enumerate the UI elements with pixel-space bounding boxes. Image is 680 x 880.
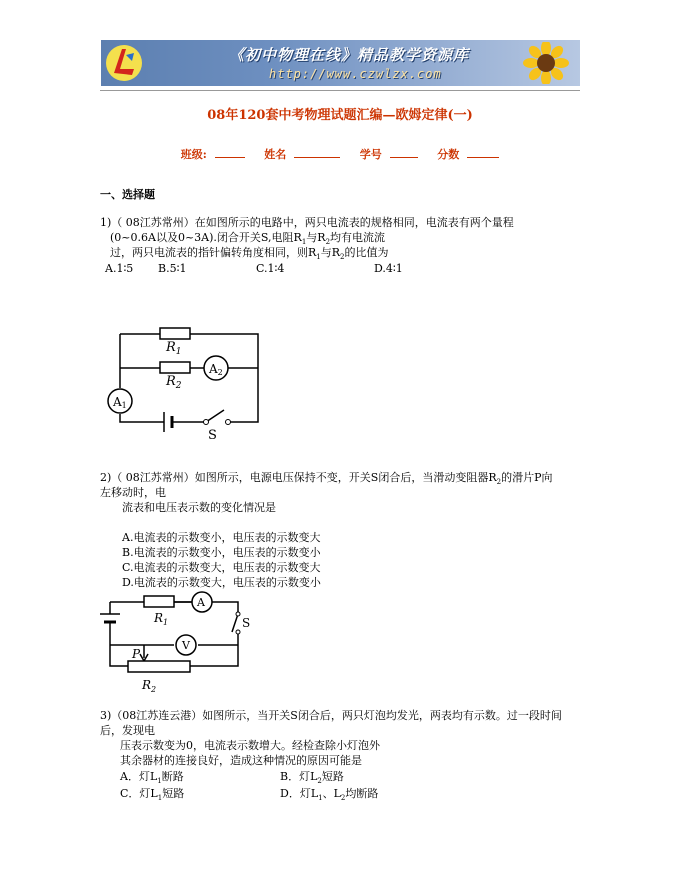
q2-option-a: A.电流表的示数变小，电压表的示数变大: [122, 531, 321, 544]
svg-text:R1: $R_1$: [166, 340, 182, 357]
q2-line3: 流表和电压表示数的变化情况是: [122, 501, 276, 514]
switch-label: S: [208, 428, 217, 443]
switch-s: [232, 614, 238, 632]
switch-label: S: [242, 616, 251, 630]
svg-text:A: A: [197, 596, 205, 609]
q3-line3: 压表示数变为0，电流表示数增大。经检查除小灯泡外: [120, 739, 380, 752]
q3-option-b: B．灯$L_2$短路: [280, 770, 344, 786]
svg-text:R2: $R_2$: [142, 678, 157, 694]
q1-line2: (0~0.6A以及0~3A).闭合开关S,电阻$R_1$与$R_2$均有电流流: [110, 231, 386, 247]
sunflower-icon: [514, 42, 574, 84]
q2-line1: 2)（ 08江苏常州）如图所示，电源电压保持不变，开关S闭合后，当滑动变阻器$R_2$的滑片P向: [100, 471, 553, 487]
q3-line2: 后，发现电: [100, 724, 155, 737]
switch-s: [206, 410, 224, 422]
svg-text:V: V: [182, 639, 190, 652]
section-heading: 一、选择题: [100, 188, 155, 201]
svg-text:A2: A2: [209, 362, 223, 377]
q1-option-a: A.1∶5: [105, 262, 134, 275]
banner-title: 《初中物理在线》精品教学资源库: [229, 46, 470, 64]
q1-line3: 过，两只电流表的指针偏转角度相同，则$R_1$与$R_2$的比值为: [110, 246, 389, 262]
svg-text:R2: $R_2$: [166, 374, 182, 391]
q2-option-b: B.电流表的示数变小，电压表的示数变小: [122, 546, 321, 559]
q3-option-c: C．灯$L_1$短路: [120, 787, 185, 803]
svg-text:A1: A1: [113, 395, 127, 410]
rheostat-r2: [128, 661, 190, 672]
score-field[interactable]: [467, 147, 499, 158]
resistor-r1: [160, 328, 190, 339]
slider-label: P: [132, 647, 141, 661]
q1-option-c: C.1∶4: [256, 262, 285, 275]
site-logo-icon: [104, 43, 144, 83]
q3-option-a: A．灯$L_1$断路: [120, 770, 184, 786]
q1-circuit-diagram: [100, 322, 270, 444]
q2-circuit-diagram: [98, 590, 273, 695]
class-label: 班级:: [180, 148, 207, 161]
name-field[interactable]: [294, 147, 340, 158]
resistor-r1: [144, 596, 174, 607]
banner-url[interactable]: http://www.czwlzx.com: [269, 67, 442, 81]
q1-line1: 1)（ 08江苏常州）在如图所示的电路中，两只电流表的规格相同，电流表有两个量程: [100, 216, 514, 229]
q3-option-d: D．灯$L_1$、$L_2$均断路: [280, 787, 379, 803]
header-rule: [100, 90, 580, 91]
resistor-r2: [160, 362, 190, 373]
q3-line4: 其余器材的连接良好，造成这种情况的原因可能是: [120, 754, 362, 767]
score-label: 分数: [437, 148, 460, 161]
q2-option-c: C.电流表的示数变大，电压表的示数变大: [122, 561, 321, 574]
q1-option-d: D.4∶1: [374, 262, 403, 275]
name-label: 姓名: [264, 148, 287, 161]
q1-option-b: B.5∶1: [158, 262, 187, 275]
class-field[interactable]: [215, 147, 245, 158]
q2-line2: 左移动时，电: [100, 486, 166, 499]
svg-text:R1: $R_1$: [154, 611, 169, 627]
header-banner: [101, 40, 580, 86]
q3-line1: 3)（08江苏连云港）如图所示，当开关S闭合后，两只灯泡均发光，两表均有示数。过一段时间: [100, 709, 562, 722]
page-title: 08年120套中考物理试题汇编—欧姆定律(一): [207, 108, 473, 123]
number-field[interactable]: [390, 147, 418, 158]
q2-option-d: D.电流表的示数变大，电压表的示数变小: [122, 576, 321, 589]
student-fields: [0, 146, 680, 162]
number-label: 学号: [359, 148, 382, 161]
